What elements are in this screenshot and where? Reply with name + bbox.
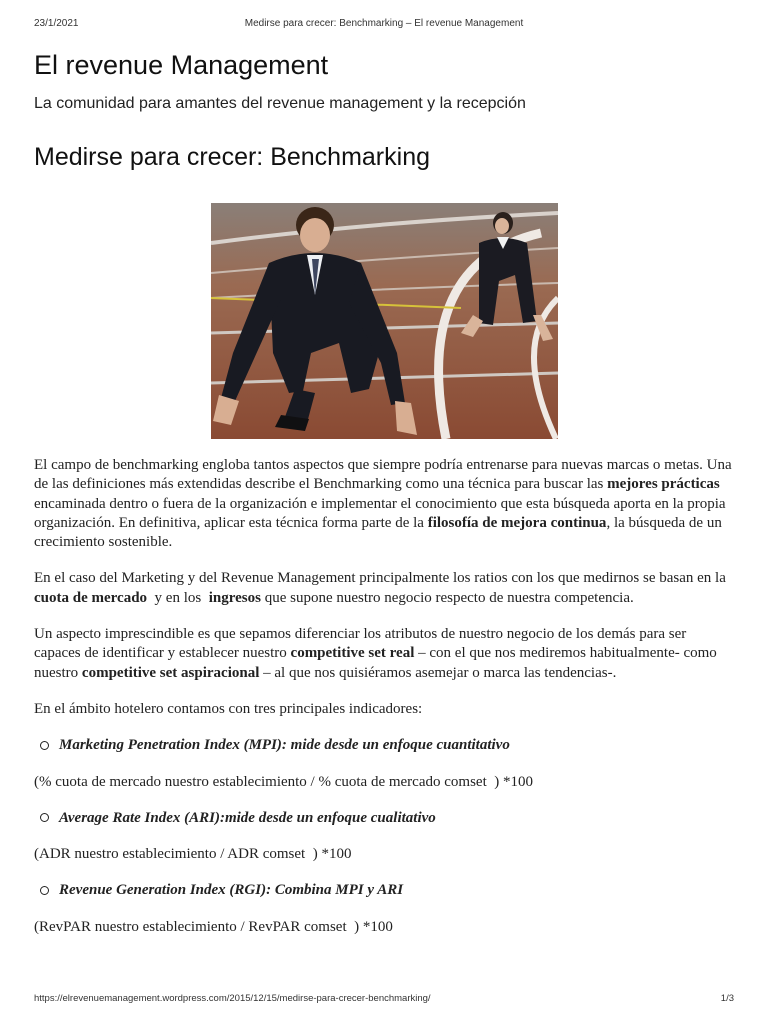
paragraph-intro [34,456,734,552]
text: Un aspecto imprescindible es que sepamos diferenciar los atributos de nuestro negocio de los demás para ser capaces de identificar y establecer nuestro [34,626,687,662]
post-featured-image [211,203,558,439]
text: El campo de benchmarking engloba tantos aspectos que siempre podría entrenarse para nuevas marcas o metas. Una de las definiciones más extendidas describe el Benchmarking como una técnica para buscar las [34,457,732,493]
bold-text: competitive set aspiracional [81,664,260,681]
formula-mpi: (% cuota de mercado nuestro establecimiento / % cuota de mercado comset ) *100 [34,773,533,790]
circle-bullet-icon [40,813,49,822]
circle-bullet-icon [40,741,49,750]
bold-text: competitive set real [290,645,415,662]
print-page-title: Medirse para crecer: Benchmarking – El revenue Management [244,18,524,29]
text: En el caso del Marketing y del Revenue Management principalmente los ratios con los que medirnos se basan en la [34,570,726,587]
post-content [34,456,734,954]
site-title[interactable]: El revenue Management [34,50,329,80]
circle-bullet-icon [40,886,49,895]
list-item-rgi [34,881,734,900]
formula-rgi: (RevPAR nuestro establecimiento / RevPAR comset ) *100 [34,918,393,935]
print-date: 23/1/2021 [34,18,79,29]
paragraph-indicators-intro: En el ámbito hotelero contamos con tres principales indicadores: [34,700,423,717]
page-number: 1/3 [720,993,734,1004]
list-item-mpi [34,736,734,755]
text: – al que nos quisiéramos asemejar o marca las tendencias-. [259,664,617,681]
paragraph-competitive-set [34,625,734,683]
bold-text: filosofía de mejora continua [427,514,607,531]
text: que supone nuestro negocio respecto de nuestra competencia. [260,589,634,606]
post-title[interactable]: Medirse para crecer: Benchmarking [34,143,430,171]
page-url[interactable]: https://elrevenuemanagement.wordpress.com/2015/12/15/medirse-para-crecer-benchmarking/ [34,993,431,1004]
indicator-label: Average Rate Index (ARI):mide desde un enfoque cualitativo [59,809,436,826]
bold-text: ingresos [208,589,261,606]
formula-ari: (ADR nuestro establecimiento / ADR comset ) *100 [34,846,352,863]
list-item-ari [34,809,734,828]
indicator-label: Revenue Generation Index (RGI): Combina MPI y ARI [59,882,404,899]
text: , la búsqueda de un crecimiento sostenible. [34,514,722,551]
bold-text: mejores prácticas [607,476,720,493]
paragraph-marketing [34,569,734,608]
bold-text: cuota de mercado [34,589,148,606]
site-tagline: La comunidad para amantes del revenue management y la recepción [34,95,526,112]
text: – con el que nos mediremos habitualmente- como nuestro [34,645,717,681]
indicator-label: Marketing Penetration Index (MPI): mide desde un enfoque cuantitativo [59,737,510,754]
text: y en los [147,589,209,606]
text: encaminada dentro o fuera de la organización e implementar el conocimiento que esta búsqueda aporta en la propia organización. En definitiva, aplicar esta técnica forma parte de la [34,495,726,531]
